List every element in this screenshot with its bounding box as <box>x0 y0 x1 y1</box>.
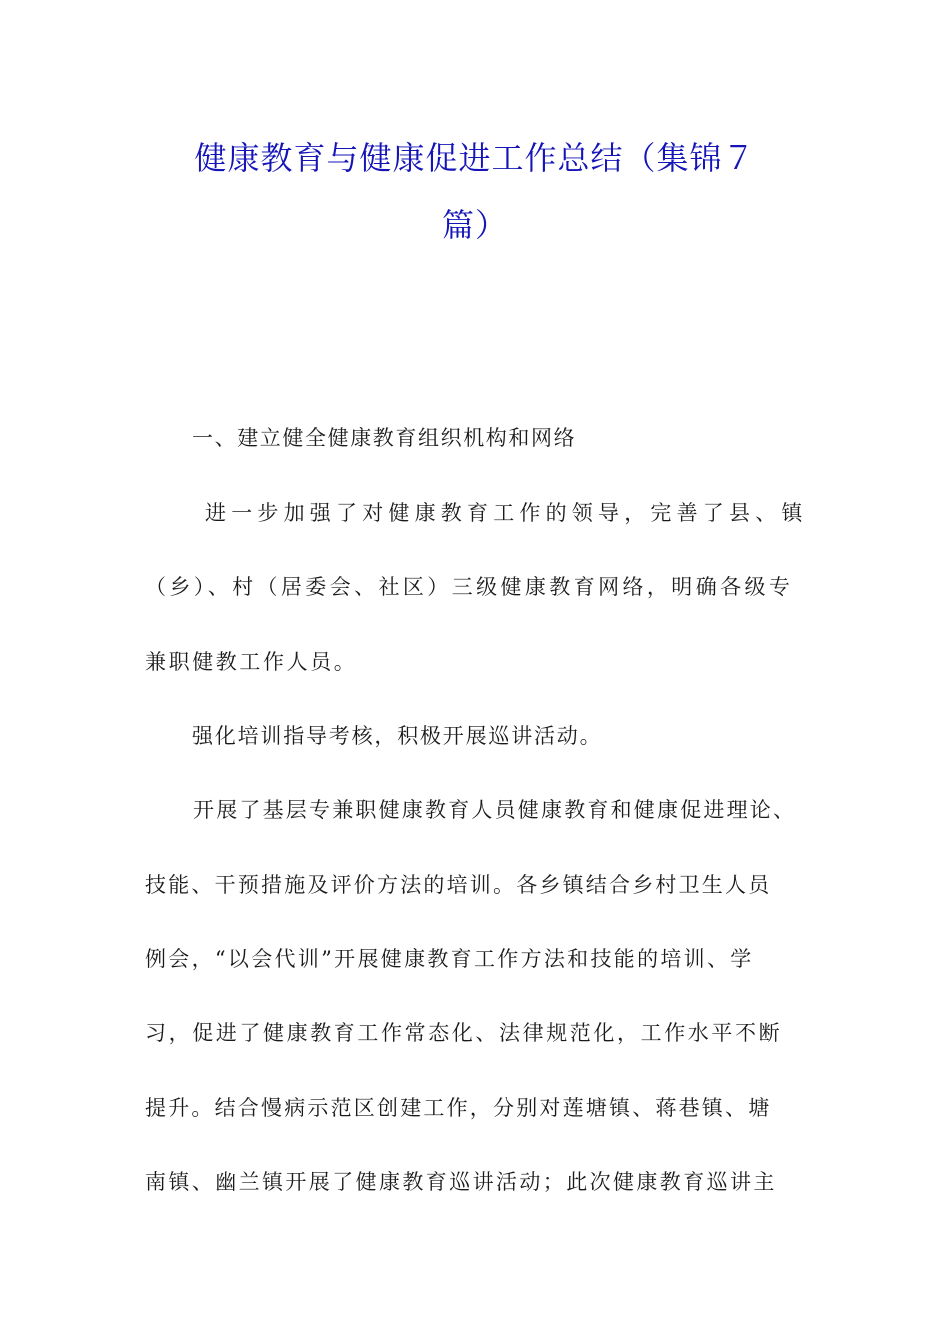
paragraph-line: 习，促进了健康教育工作常态化、法律规范化，工作水平不断 <box>145 1021 783 1045</box>
paragraph-line: 例会，“以会代训”开展健康教育工作方法和技能的培训、学 <box>145 947 754 971</box>
paragraph-line: 开展了基层专兼职健康教育人员健康教育和健康促进理论、 <box>193 798 797 822</box>
document-title-line-2: 篇） <box>441 206 508 244</box>
paragraph-line: 进一步加强了对健康教育工作的领导，完善了县、镇 <box>205 501 808 525</box>
paragraph-line: 强化培训指导考核，积极开展巡讲活动。 <box>192 724 603 748</box>
paragraph-line: 技能、干预措施及评价方法的培训。各乡镇结合乡村卫生人员 <box>145 873 772 897</box>
section-heading: 一、建立健全健康教育组织机构和网络 <box>192 426 577 450</box>
paragraph-line: （乡）、村（居委会、社区）三级健康教育网络，明确各级专 <box>145 575 794 599</box>
document-title-line-1: 健康教育与健康促进工作总结（集锦７ <box>194 139 756 177</box>
paragraph-line: 南镇、幽兰镇开展了健康教育巡讲活动；此次健康教育巡讲主 <box>145 1170 777 1194</box>
paragraph-line: 提升。结合慢病示范区创建工作，分别对莲塘镇、蒋巷镇、塘 <box>145 1096 772 1120</box>
paragraph-line: 兼职健教工作人员。 <box>145 650 358 674</box>
